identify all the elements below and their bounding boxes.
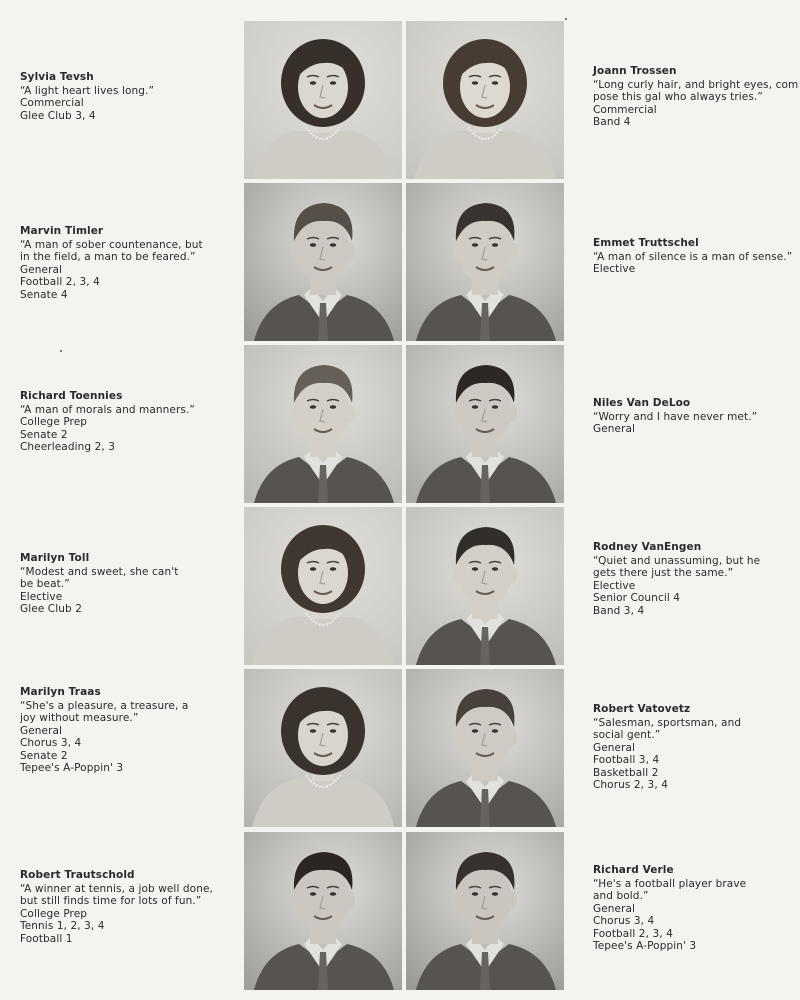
bio-line: Football 3, 4 (593, 754, 660, 766)
portrait-photo (244, 183, 402, 341)
bio-line: Basketball 2 (593, 766, 659, 779)
bio-right-4 (593, 703, 800, 792)
bio-line: Elective (593, 263, 636, 275)
bio-line: General (593, 423, 636, 435)
print-speck (565, 18, 567, 20)
portrait-image (406, 345, 564, 503)
bio-line: Football 2, 3, 4 (20, 276, 100, 288)
portrait-image (244, 832, 402, 990)
bio-line: Glee Club 3, 4 (20, 109, 96, 122)
bio-line: “He's a football player brave (593, 877, 747, 890)
portrait-photo (406, 345, 564, 503)
bio-right-3 (593, 541, 800, 617)
bio-line: and bold.” (593, 890, 649, 902)
bio-line: in the field, a man to be feared.” (20, 251, 196, 263)
student-name: Robert Vatovetz (593, 703, 691, 715)
portrait-photo (406, 832, 564, 990)
bio-line: College Prep (20, 416, 88, 428)
bio-line: Football 1 (20, 932, 73, 945)
bio-left-5 (20, 869, 240, 945)
bio-line: Band 3, 4 (593, 604, 645, 617)
bio-left-3 (20, 552, 240, 616)
portrait-image (244, 21, 402, 179)
bio-line: social gent.” (593, 729, 661, 741)
bio-left-0 (20, 71, 240, 122)
student-name: Robert Trautschold (20, 869, 135, 881)
bio-line: Chorus 3, 4 (593, 915, 655, 927)
student-name: Marilyn Traas (20, 686, 101, 698)
portrait-photo (244, 507, 402, 665)
portrait-image (406, 832, 564, 990)
bio-line: College Prep (20, 907, 88, 920)
bio-line: Senate 4 (20, 288, 68, 301)
portrait-photo (244, 669, 402, 827)
bio-line: “Quiet and unassuming, but he (593, 554, 761, 567)
bio-line: Chorus 2, 3, 4 (593, 779, 668, 791)
portrait-photo (244, 21, 402, 179)
bio-line: “A light heart lives long.” (20, 84, 154, 97)
bio-line: “Worry and I have never met.” (593, 410, 758, 423)
bio-line: “Long curly hair, and bright eyes, com (593, 78, 799, 91)
student-name: Richard Verle (593, 864, 674, 876)
student-name: Joann Trossen (593, 65, 677, 77)
bio-line: Glee Club 2 (20, 603, 82, 615)
portrait-photo (406, 21, 564, 179)
bio-line: be beat.” (20, 578, 70, 590)
bio-line: General (20, 724, 63, 737)
bio-line: Senate 2 (20, 749, 68, 762)
student-name: Niles Van DeLoo (593, 397, 691, 409)
student-name: Sylvia Tevsh (20, 71, 94, 83)
bio-line: General (20, 263, 63, 276)
portrait-image (406, 507, 564, 665)
bio-line: joy without measure.” (20, 712, 139, 724)
bio-line: Elective (593, 579, 636, 592)
student-name: Marvin Timler (20, 225, 104, 237)
bio-line: Commercial (20, 97, 84, 109)
bio-line: General (593, 902, 636, 915)
bio-right-5 (593, 864, 800, 953)
bio-line: but still finds time for lots of fun.” (20, 895, 202, 907)
bio-line: Tepee's A-Poppin' 3 (20, 762, 124, 774)
bio-line: gets there just the same.” (593, 567, 734, 579)
portrait-photo (244, 345, 402, 503)
bio-right-2 (593, 397, 800, 436)
bio-line: “Modest and sweet, she can't (20, 565, 179, 578)
portrait-image (244, 183, 402, 341)
bio-line: “A man of silence is a man of sense.” (593, 250, 793, 263)
bio-line: “A man of sober countenance, but (20, 238, 203, 251)
student-name: Rodney VanEngen (593, 541, 702, 553)
portrait-photo (406, 507, 564, 665)
bio-line: Elective (20, 590, 63, 603)
print-speck (60, 350, 62, 352)
bio-line: Senate 2 (20, 428, 68, 441)
student-name: Marilyn Toll (20, 552, 90, 564)
bio-line: Band 4 (593, 116, 631, 128)
bio-right-1 (593, 237, 800, 276)
portrait-image (406, 21, 564, 179)
portrait-image (406, 669, 564, 827)
bio-line: “She's a pleasure, a treasure, a (20, 699, 189, 712)
student-name: Richard Toennies (20, 390, 123, 402)
bio-line: Senior Council 4 (593, 592, 681, 604)
bio-line: Tepee's A-Poppin' 3 (593, 940, 697, 952)
bio-line: “A man of morals and manners.” (20, 403, 195, 416)
bio-line: “A winner at tennis, a job well done, (20, 882, 213, 895)
bio-line: Football 2, 3, 4 (593, 927, 673, 940)
student-name: Emmet Truttschel (593, 237, 699, 249)
bio-line: Cheerleading 2, 3 (20, 441, 116, 453)
bio-line: Tennis 1, 2, 3, 4 (20, 920, 105, 932)
portrait-image (406, 183, 564, 341)
bio-line: Chorus 3, 4 (20, 737, 82, 749)
bio-line: General (593, 741, 636, 754)
bio-line: “Salesman, sportsman, and (593, 716, 742, 729)
portrait-image (244, 669, 402, 827)
portrait-photo (406, 669, 564, 827)
bio-line: pose this gal who always tries.” (593, 91, 763, 103)
portrait-photo (406, 183, 564, 341)
bio-left-2 (20, 390, 240, 454)
bio-left-1 (20, 225, 240, 301)
bio-line: Commercial (593, 103, 657, 116)
portrait-photo (244, 832, 402, 990)
bio-right-0 (593, 65, 800, 129)
portrait-image (244, 345, 402, 503)
bio-left-4 (20, 686, 240, 775)
portrait-image (244, 507, 402, 665)
